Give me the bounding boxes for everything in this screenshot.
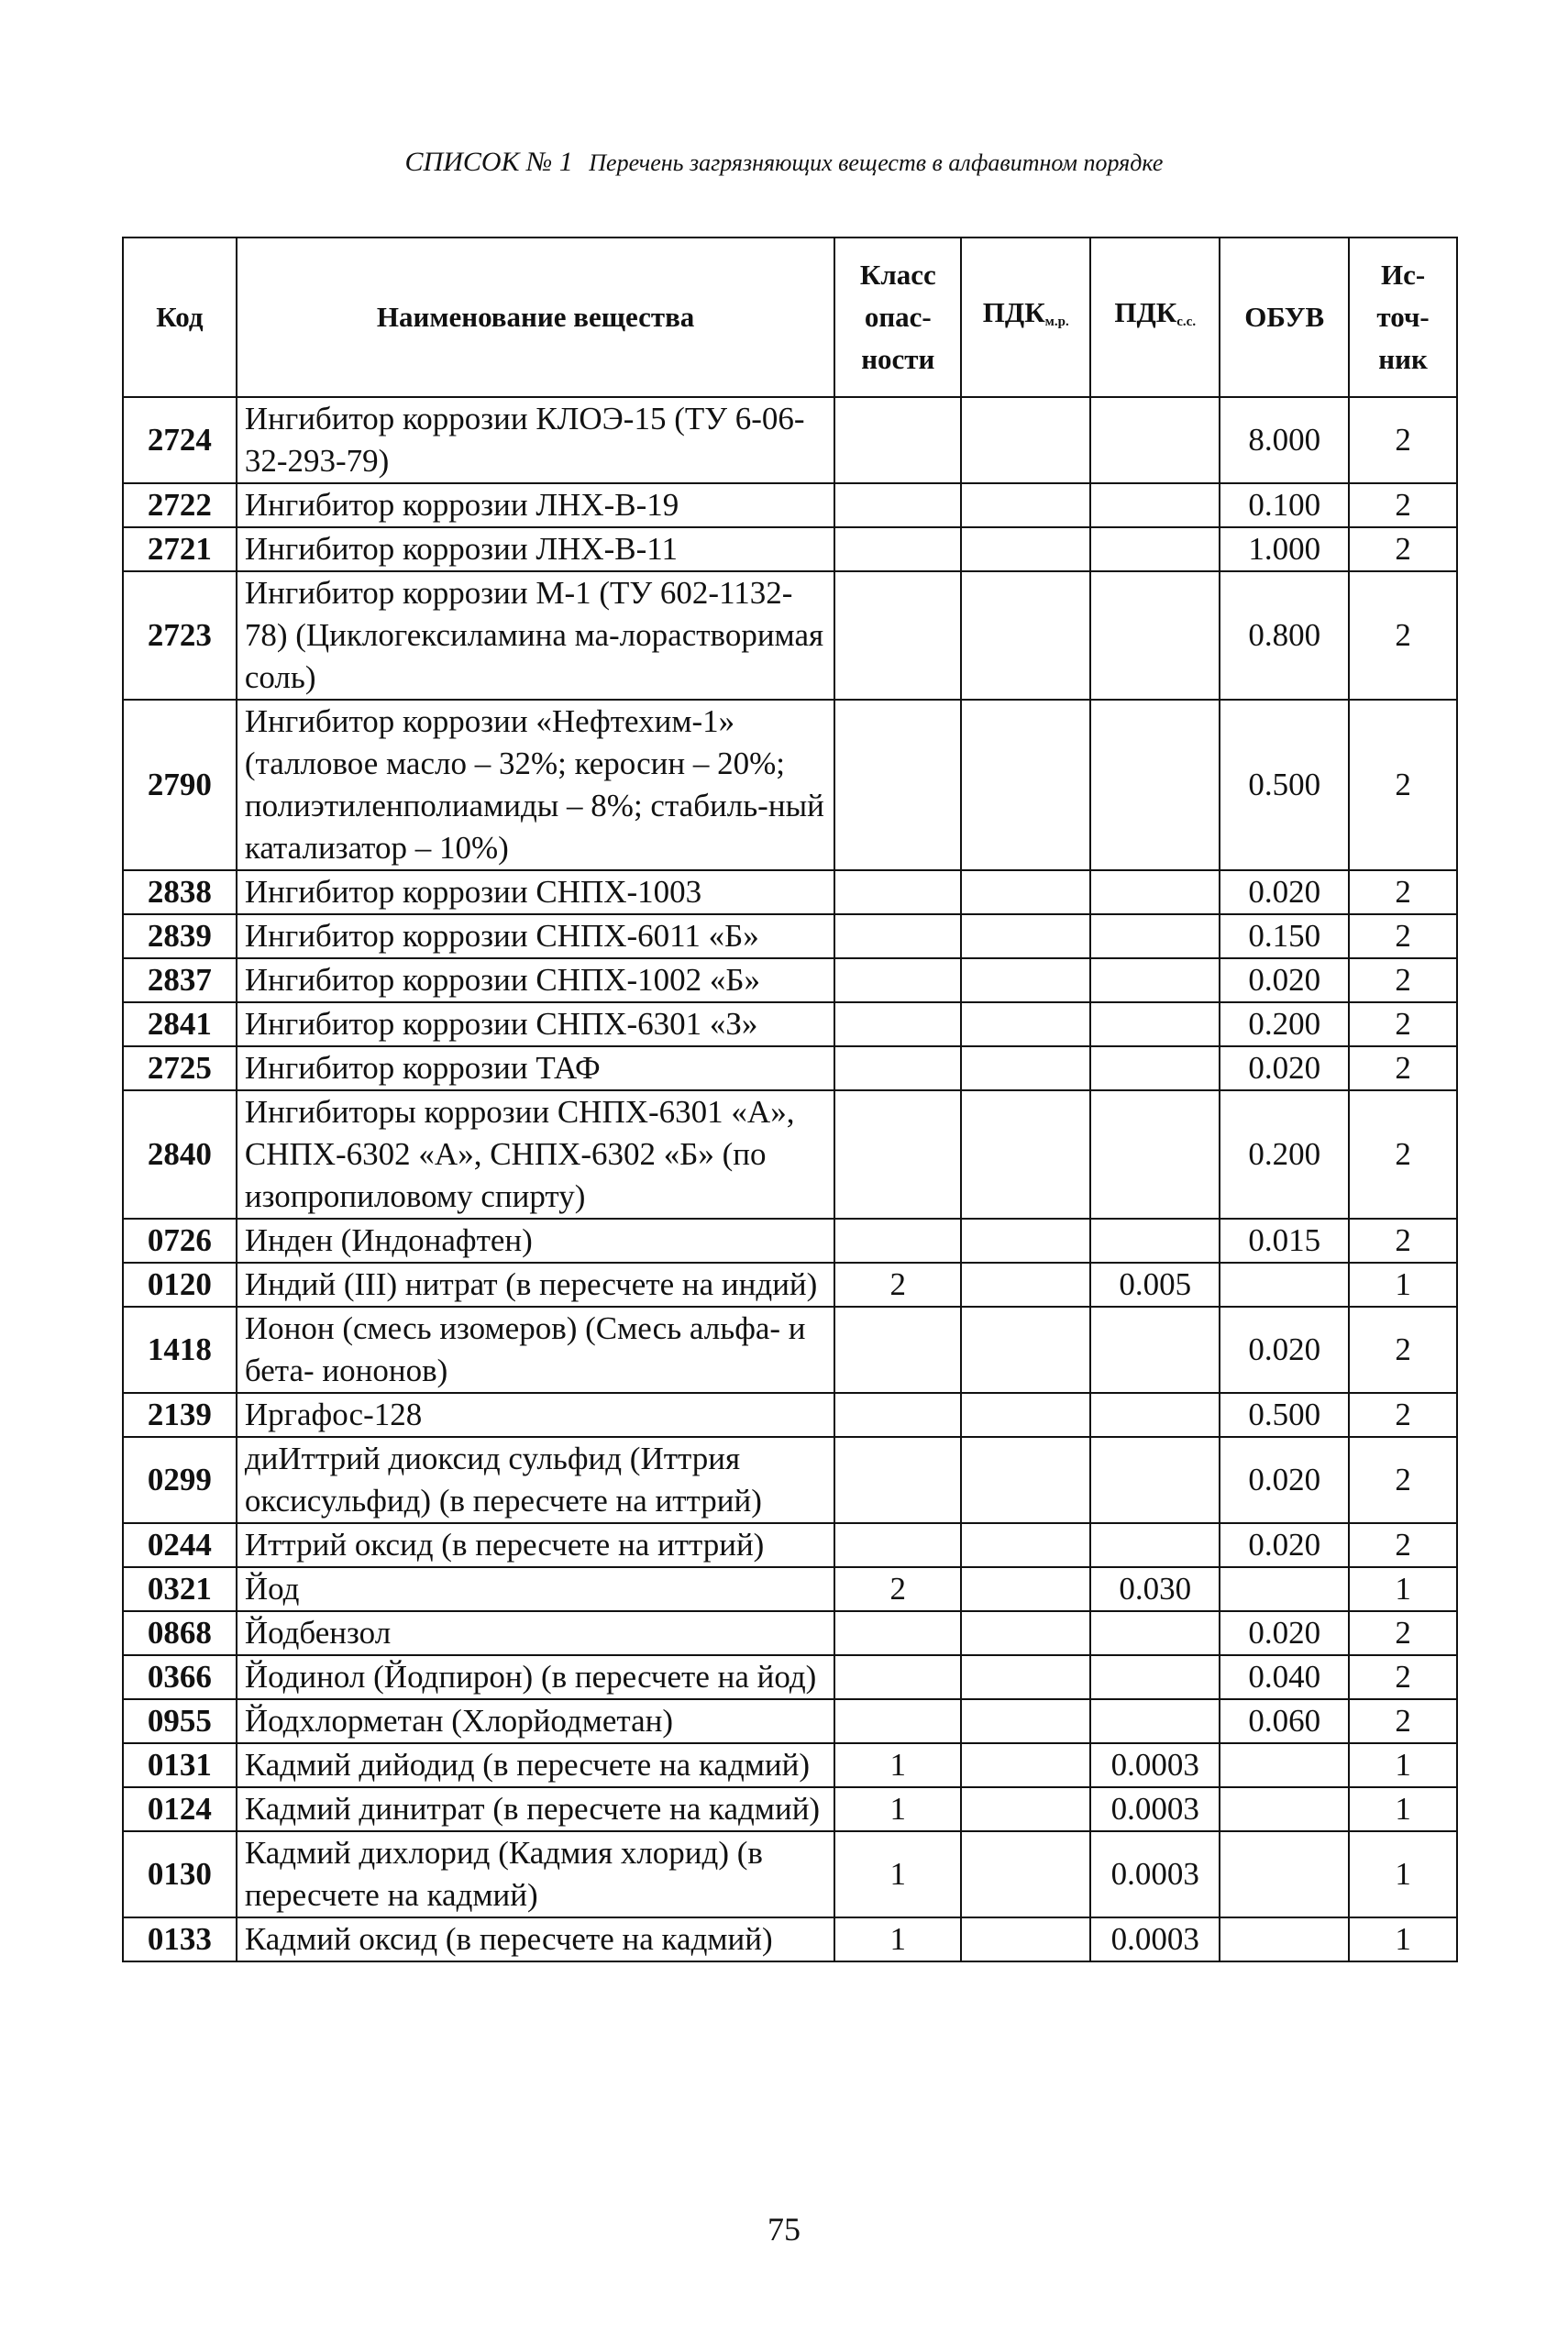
pdk-mr-value [961, 1219, 1090, 1263]
hazard-class [834, 1393, 961, 1437]
source-value: 2 [1349, 1523, 1457, 1567]
pdk-mr-value [961, 571, 1090, 700]
pdk-mr-value [961, 870, 1090, 914]
substance-code: 0244 [123, 1523, 237, 1567]
table-row [123, 397, 1457, 483]
hazard-class [834, 1655, 961, 1699]
substance-code: 0366 [123, 1655, 237, 1699]
table-row [123, 1917, 1457, 1961]
obuv-value: 0.020 [1220, 1046, 1349, 1090]
pdk-ss-value [1090, 1655, 1220, 1699]
source-value: 2 [1349, 1611, 1457, 1655]
hazard-class: 2 [834, 1567, 961, 1611]
hazard-class: 1 [834, 1787, 961, 1831]
source-value: 2 [1349, 1002, 1457, 1046]
hazard-class [834, 1699, 961, 1743]
obuv-value: 0.200 [1220, 1002, 1349, 1046]
pdk-ss-value [1090, 527, 1220, 571]
hazard-class [834, 571, 961, 700]
source-value: 2 [1349, 1090, 1457, 1219]
hazard-class: 1 [834, 1831, 961, 1917]
hazard-class [834, 1523, 961, 1567]
source-value: 2 [1349, 1437, 1457, 1523]
substance-code: 2840 [123, 1090, 237, 1219]
substance-name: Йодинол (Йодпирон) (в пересчете на йод) [237, 1655, 834, 1699]
obuv-value [1220, 1567, 1349, 1611]
hazard-class [834, 1046, 961, 1090]
obuv-value: 0.150 [1220, 914, 1349, 958]
table-row [123, 1263, 1457, 1307]
hazard-class [834, 483, 961, 527]
substance-code: 2139 [123, 1393, 237, 1437]
col-source-header: Ис-точ-ник [1349, 238, 1457, 397]
table-body [123, 397, 1457, 1961]
pdk-ss-value [1090, 397, 1220, 483]
pdk-ss-value [1090, 483, 1220, 527]
col-code-header: Код [123, 238, 237, 397]
source-value: 1 [1349, 1743, 1457, 1787]
obuv-value: 0.020 [1220, 1523, 1349, 1567]
table-row [123, 1655, 1457, 1699]
table-row [123, 958, 1457, 1002]
substance-name: диИттрий диоксид сульфид (Иттрия оксисульфид) (в пересчете на иттрий) [237, 1437, 834, 1523]
table-row [123, 1699, 1457, 1743]
pdk-mr-value [961, 914, 1090, 958]
obuv-value: 0.060 [1220, 1699, 1349, 1743]
table-row [123, 914, 1457, 958]
pdk-mr-value [961, 527, 1090, 571]
substances-table [122, 237, 1458, 1962]
source-value: 1 [1349, 1567, 1457, 1611]
pdk-ss-subscript: с.с. [1176, 315, 1197, 329]
source-value: 2 [1349, 870, 1457, 914]
pdk-ss-value [1090, 1393, 1220, 1437]
pdk-ss-value [1090, 1699, 1220, 1743]
obuv-value: 0.020 [1220, 870, 1349, 914]
table-row [123, 1046, 1457, 1090]
obuv-value: 0.500 [1220, 700, 1349, 870]
substance-code: 0321 [123, 1567, 237, 1611]
table-row [123, 700, 1457, 870]
substance-name: Кадмий дихлорид (Кадмия хлорид) (в пересчете на кадмий) [237, 1831, 834, 1917]
pdk-mr-value [961, 1699, 1090, 1743]
substance-code: 2725 [123, 1046, 237, 1090]
source-value: 1 [1349, 1831, 1457, 1917]
source-value: 2 [1349, 483, 1457, 527]
pdk-ss-label: ПДК [1114, 296, 1177, 328]
substance-code: 1418 [123, 1307, 237, 1393]
source-value: 2 [1349, 397, 1457, 483]
page-number: 75 [767, 2211, 801, 2248]
pdk-mr-value [961, 397, 1090, 483]
pdk-ss-value [1090, 700, 1220, 870]
hazard-class [834, 870, 961, 914]
substance-code: 2841 [123, 1002, 237, 1046]
source-value: 2 [1349, 571, 1457, 700]
hazard-class [834, 1002, 961, 1046]
table-row [123, 870, 1457, 914]
substance-name: Иргафос-128 [237, 1393, 834, 1437]
substance-code: 0726 [123, 1219, 237, 1263]
substance-name: Ингибитор коррозии КЛОЭ-15 (ТУ 6-06-32-293-79) [237, 397, 834, 483]
table-row [123, 1611, 1457, 1655]
substance-name: Ионон (смесь изомеров) (Смесь альфа- и бета- иононов) [237, 1307, 834, 1393]
substance-name: Ингибитор коррозии СНПХ-6011 «Б» [237, 914, 834, 958]
substance-code: 2838 [123, 870, 237, 914]
pdk-mr-value [961, 958, 1090, 1002]
obuv-value [1220, 1917, 1349, 1961]
source-value: 1 [1349, 1787, 1457, 1831]
obuv-value [1220, 1743, 1349, 1787]
substance-name: Йодбензол [237, 1611, 834, 1655]
table-row [123, 1393, 1457, 1437]
substance-name: Ингибитор коррозии ЛНХ-В-11 [237, 527, 834, 571]
pdk-mr-value [961, 1917, 1090, 1961]
substance-name: Ингибитор коррозии СНПХ-1002 «Б» [237, 958, 834, 1002]
pdk-mr-value [961, 1787, 1090, 1831]
source-value: 2 [1349, 914, 1457, 958]
substance-code: 0131 [123, 1743, 237, 1787]
source-value: 2 [1349, 958, 1457, 1002]
hazard-class [834, 527, 961, 571]
obuv-value: 0.100 [1220, 483, 1349, 527]
pdk-ss-value [1090, 1046, 1220, 1090]
source-value: 2 [1349, 527, 1457, 571]
pdk-ss-value: 0.0003 [1090, 1831, 1220, 1917]
pdk-mr-value [961, 1831, 1090, 1917]
pdk-mr-value [961, 1611, 1090, 1655]
substance-code: 2790 [123, 700, 237, 870]
table-row [123, 1219, 1457, 1263]
pdk-mr-value [961, 1437, 1090, 1523]
pdk-ss-value [1090, 958, 1220, 1002]
table-row [123, 1437, 1457, 1523]
obuv-value: 0.020 [1220, 1307, 1349, 1393]
pdk-ss-value [1090, 1002, 1220, 1046]
pdk-mr-value [961, 1046, 1090, 1090]
hazard-class [834, 958, 961, 1002]
substance-name: Йодхлорметан (Хлорйодметан) [237, 1699, 834, 1743]
pdk-mr-value [961, 1523, 1090, 1567]
substance-name: Иттрий оксид (в пересчете на иттрий) [237, 1523, 834, 1567]
source-value: 2 [1349, 700, 1457, 870]
pdk-mr-value [961, 483, 1090, 527]
pdk-mr-value [961, 1002, 1090, 1046]
table-row [123, 1523, 1457, 1567]
col-pdk-ss-header [1090, 238, 1220, 397]
list-title: СПИСОК № 1 [404, 147, 573, 177]
source-value: 1 [1349, 1917, 1457, 1961]
table-row [123, 483, 1457, 527]
pdk-ss-value: 0.0003 [1090, 1743, 1220, 1787]
obuv-value: 0.020 [1220, 1611, 1349, 1655]
obuv-value: 0.020 [1220, 1437, 1349, 1523]
substance-code: 0955 [123, 1699, 237, 1743]
col-name-header: Наименование вещества [237, 238, 834, 397]
pdk-mr-value [961, 1393, 1090, 1437]
pdk-ss-value [1090, 1611, 1220, 1655]
substance-code: 0868 [123, 1611, 237, 1655]
pdk-ss-value: 0.005 [1090, 1263, 1220, 1307]
table-row [123, 1743, 1457, 1787]
table-row [123, 571, 1457, 700]
table-row [123, 1090, 1457, 1219]
table-row [123, 1787, 1457, 1831]
pdk-mr-value [961, 1743, 1090, 1787]
pdk-ss-value [1090, 1219, 1220, 1263]
pdk-ss-value [1090, 1437, 1220, 1523]
hazard-class [834, 914, 961, 958]
substance-code: 2837 [123, 958, 237, 1002]
obuv-value [1220, 1787, 1349, 1831]
table-row [123, 527, 1457, 571]
substance-name: Ингибитор коррозии ТАФ [237, 1046, 834, 1090]
obuv-value [1220, 1263, 1349, 1307]
substance-code: 0133 [123, 1917, 237, 1961]
obuv-value: 1.000 [1220, 527, 1349, 571]
pdk-mr-value [961, 700, 1090, 870]
hazard-class [834, 1219, 961, 1263]
hazard-class [834, 1307, 961, 1393]
table-row [123, 1831, 1457, 1917]
pdk-ss-value: 0.0003 [1090, 1917, 1220, 1961]
source-value: 2 [1349, 1699, 1457, 1743]
substance-code: 2839 [123, 914, 237, 958]
source-value: 2 [1349, 1655, 1457, 1699]
hazard-class [834, 1437, 961, 1523]
obuv-value: 8.000 [1220, 397, 1349, 483]
substance-code: 2722 [123, 483, 237, 527]
pdk-mr-value [961, 1567, 1090, 1611]
substance-name: Инден (Индонафтен) [237, 1219, 834, 1263]
substance-name: Ингибитор коррозии «Нефтехим-1» (талловое масло – 32%; керосин – 20%; полиэтиленполиамиды – 8%; стабиль-ный катализатор – 10%) [237, 700, 834, 870]
substance-code: 0130 [123, 1831, 237, 1917]
substance-code: 0120 [123, 1263, 237, 1307]
source-value: 1 [1349, 1263, 1457, 1307]
table-header-row [123, 238, 1457, 397]
substance-code: 2723 [123, 571, 237, 700]
substance-code: 2724 [123, 397, 237, 483]
list-subtitle: Перечень загрязняющих веществ в алфавитном порядке [589, 149, 1164, 176]
obuv-value: 0.020 [1220, 958, 1349, 1002]
obuv-value: 0.040 [1220, 1655, 1349, 1699]
pdk-ss-value [1090, 1090, 1220, 1219]
page-header [0, 147, 1568, 178]
substance-code: 0124 [123, 1787, 237, 1831]
substance-name: Ингибитор коррозии СНПХ-1003 [237, 870, 834, 914]
pdk-mr-value [961, 1263, 1090, 1307]
substance-name: Ингибитор коррозии ЛНХ-В-19 [237, 483, 834, 527]
obuv-value [1220, 1831, 1349, 1917]
hazard-class: 2 [834, 1263, 961, 1307]
obuv-value: 0.015 [1220, 1219, 1349, 1263]
pdk-ss-value [1090, 914, 1220, 958]
substance-code: 2721 [123, 527, 237, 571]
substance-name: Ингибитор коррозии СНПХ-6301 «З» [237, 1002, 834, 1046]
source-value: 2 [1349, 1307, 1457, 1393]
col-pdk-mr-header [961, 238, 1090, 397]
substance-name: Йод [237, 1567, 834, 1611]
hazard-class [834, 1090, 961, 1219]
hazard-class: 1 [834, 1743, 961, 1787]
pdk-ss-value [1090, 1307, 1220, 1393]
pdk-ss-value [1090, 571, 1220, 700]
source-value: 2 [1349, 1393, 1457, 1437]
pdk-mr-value [961, 1655, 1090, 1699]
pdk-ss-value: 0.030 [1090, 1567, 1220, 1611]
substance-name: Кадмий дийодид (в пересчете на кадмий) [237, 1743, 834, 1787]
pdk-mr-label: ПДК [982, 296, 1045, 328]
pdk-ss-value: 0.0003 [1090, 1787, 1220, 1831]
table-row [123, 1002, 1457, 1046]
obuv-value: 0.800 [1220, 571, 1349, 700]
source-value: 2 [1349, 1219, 1457, 1263]
substance-name: Кадмий динитрат (в пересчете на кадмий) [237, 1787, 834, 1831]
hazard-class [834, 1611, 961, 1655]
table-row [123, 1567, 1457, 1611]
pdk-mr-value [961, 1307, 1090, 1393]
col-hazard-class-header: Класс опас-ности [834, 238, 961, 397]
pdk-mr-subscript: м.р. [1044, 315, 1069, 329]
substance-name: Ингибитор коррозии М-1 (ТУ 602-1132-78) (Циклогексиламина ма-лорастворимая соль) [237, 571, 834, 700]
pdk-ss-value [1090, 870, 1220, 914]
hazard-class: 1 [834, 1917, 961, 1961]
obuv-value: 0.200 [1220, 1090, 1349, 1219]
pdk-mr-value [961, 1090, 1090, 1219]
table-row [123, 1307, 1457, 1393]
substance-name: Ингибиторы коррозии СНПХ-6301 «А», СНПХ-6302 «А», СНПХ-6302 «Б» (по изопропиловому спирту) [237, 1090, 834, 1219]
substance-name: Кадмий оксид (в пересчете на кадмий) [237, 1917, 834, 1961]
pdk-ss-value [1090, 1523, 1220, 1567]
obuv-value: 0.500 [1220, 1393, 1349, 1437]
substance-code: 0299 [123, 1437, 237, 1523]
source-value: 2 [1349, 1046, 1457, 1090]
substance-name: Индий (III) нитрат (в пересчете на индий) [237, 1263, 834, 1307]
col-obuv-header: ОБУВ [1220, 238, 1349, 397]
hazard-class [834, 397, 961, 483]
hazard-class [834, 700, 961, 870]
